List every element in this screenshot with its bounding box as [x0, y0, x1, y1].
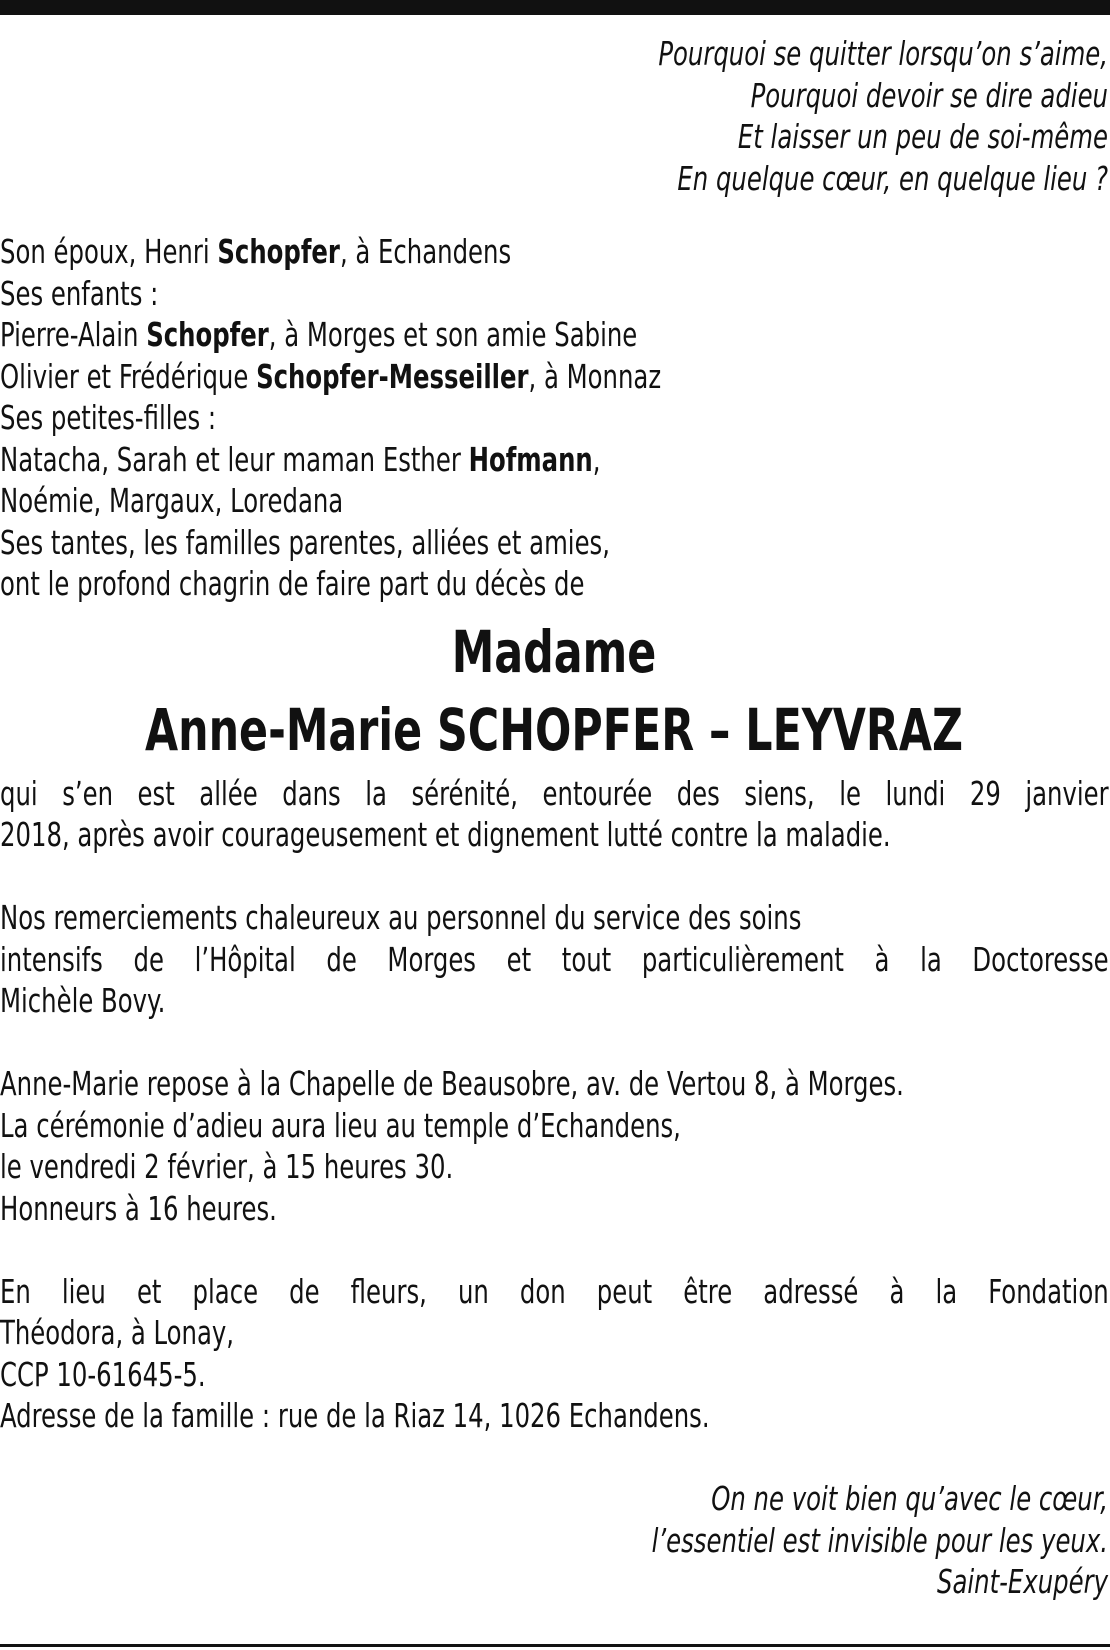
- surname: Schopfer: [217, 232, 340, 271]
- family-line-relatives: Ses tantes, les familles parentes, alliées et amies,: [0, 522, 610, 562]
- obituary-notice: [0, 33, 1108, 1603]
- family-line-granddaughters: Natacha, Sarah et leur maman Esther Hofmann,: [0, 439, 601, 479]
- family-line-spouse: Son époux, Henri Schopfer, à Echandens: [0, 232, 512, 271]
- poem-line: Et laisser un peu de soi-même: [737, 117, 1108, 156]
- family-line-granddaughters-heading: Ses petites-filles :: [0, 398, 217, 437]
- body-line: intensifs de l’Hôpital de Morges et tout particulièrement à la Doctoresse: [0, 939, 1109, 979]
- family-line-announcement: ont le profond chagrin de faire part du décès de: [0, 564, 585, 603]
- body-line: En lieu et place de fleurs, un don peut être adressé à la Fondation: [0, 1271, 1109, 1311]
- poem-line: Pourquoi se quitter lorsqu’on s’aime,: [658, 34, 1108, 73]
- quote-line: On ne voit bien qu’avec le cœur,: [711, 1479, 1108, 1518]
- family-announcement: [0, 231, 1108, 605]
- body-line: Théodora, à Lonay,: [0, 1313, 235, 1352]
- deceased-name-block: [0, 613, 1108, 769]
- notice-body: [0, 773, 1108, 1437]
- body-line: Michèle Bovy.: [0, 981, 166, 1020]
- poem-line: Pourquoi devoir se dire adieu: [750, 75, 1108, 115]
- body-line: qui s’en est allée dans la sérénité, entourée des siens, le lundi 29 janvier: [0, 773, 1109, 813]
- body-line: CCP 10-61645-5.: [0, 1354, 206, 1394]
- quote-line: l’essentiel est invisible pour les yeux.: [651, 1520, 1108, 1560]
- deceased-title: Madame: [451, 617, 657, 686]
- surname: Schopfer: [146, 315, 269, 354]
- quote-author: Saint-Exupéry: [937, 1562, 1108, 1601]
- body-line: Adresse de la famille : rue de la Riaz 14, 1026 Echandens.: [0, 1396, 710, 1435]
- family-line-children-heading: Ses enfants :: [0, 273, 159, 313]
- bottom-border-rule: [0, 1644, 1110, 1647]
- top-border-rule: [0, 0, 1110, 15]
- surname: Schopfer-Messeiller: [256, 356, 529, 396]
- body-line: le vendredi 2 février, à 15 heures 30.: [0, 1147, 454, 1186]
- body-line: Honneurs à 16 heures.: [0, 1188, 277, 1228]
- body-line: 2018, après avoir courageusement et dignement lutté contre la maladie.: [0, 815, 891, 854]
- body-line: Anne-Marie repose à la Chapelle de Beausobre, av. de Vertou 8, à Morges.: [0, 1064, 904, 1103]
- family-line-child: Olivier et Frédérique Schopfer-Messeiller, à Monnaz: [0, 356, 662, 396]
- family-line-child: Pierre-Alain Schopfer, à Morges et son amie Sabine: [0, 315, 638, 354]
- surname: Hofmann: [468, 439, 593, 479]
- opening-poem: [0, 33, 1108, 199]
- body-line: Nos remerciements chaleureux au personnel du service des soins: [0, 898, 802, 937]
- deceased-name: Anne-Marie SCHOPFER – LEYVRAZ: [144, 695, 964, 764]
- family-line-granddaughters: Noémie, Margaux, Loredana: [0, 481, 344, 520]
- body-line: La cérémonie d’adieu aura lieu au temple d’Echandens,: [0, 1105, 681, 1145]
- closing-quote: [0, 1478, 1108, 1603]
- poem-line: En quelque cœur, en quelque lieu ?: [677, 158, 1108, 198]
